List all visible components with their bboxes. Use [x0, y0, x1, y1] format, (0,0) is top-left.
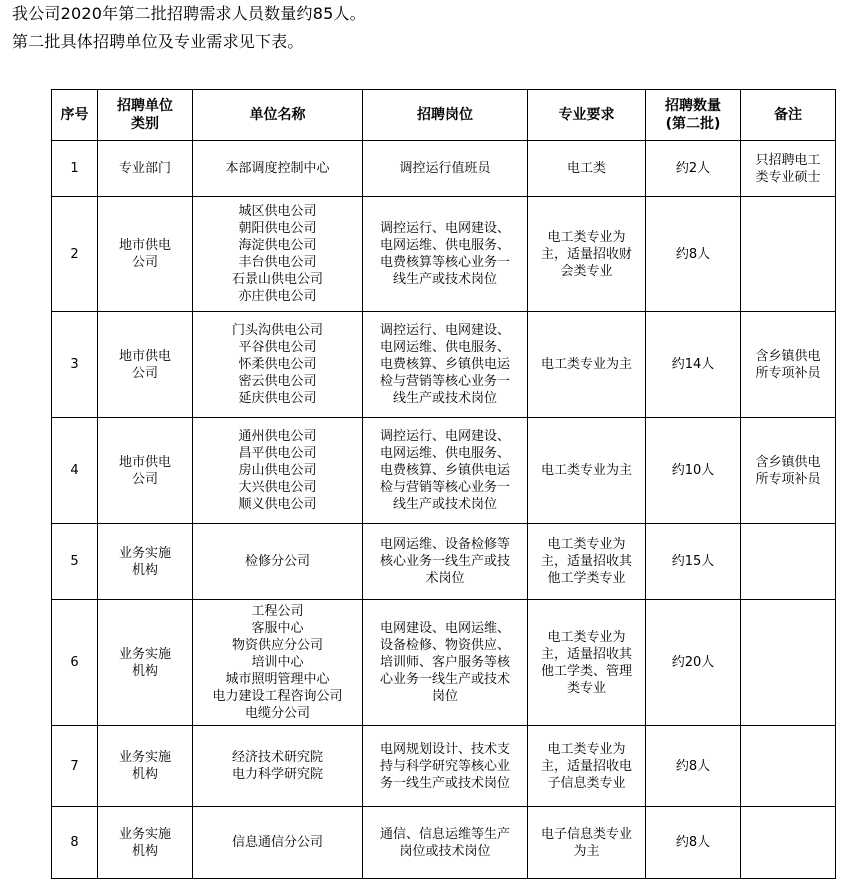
cell-category-line: 公司: [131, 255, 158, 270]
cell-category: [98, 807, 193, 879]
cell-unit-name: [193, 418, 363, 524]
cell-category: [98, 312, 193, 418]
cell-position-line: 电网运维、设备检修等: [379, 537, 510, 552]
cell-major-line: 电工类: [566, 161, 606, 176]
cell-category-line: 业务实施: [118, 826, 171, 842]
cell-category-line: 业务实施: [118, 646, 171, 662]
cell-major-line: 类专业: [566, 680, 606, 696]
cell-note: [741, 807, 836, 879]
cell-index: 6: [52, 600, 98, 726]
cell-position: [363, 141, 528, 197]
cell-major-line: 电工类专业为: [547, 537, 626, 552]
column-header-category-line1: 招聘单位: [117, 98, 173, 114]
cell-category-line: 机构: [131, 663, 158, 679]
cell-major: [528, 197, 646, 312]
cell-unit-name: [193, 312, 363, 418]
cell-note-line: 含乡镇供电: [755, 454, 821, 470]
cell-position-line: 务一线生产或技术岗位: [379, 775, 510, 791]
column-header-index: 序号: [52, 90, 98, 141]
cell-position-line: 调控运行、电网建设、: [379, 429, 510, 444]
cell-index: 2: [52, 197, 98, 312]
cell-major-line: 会类专业: [560, 263, 613, 279]
cell-position-line: 岗位或技术岗位: [399, 843, 491, 859]
table-row: [52, 141, 836, 197]
column-header-count-line2: (第二批): [665, 116, 721, 132]
cell-category-line: 机构: [131, 843, 158, 859]
cell-unit-name: [193, 141, 363, 197]
cell-note-line: 所专项补员: [755, 365, 821, 381]
cell-position-line: 术岗位: [425, 571, 465, 586]
cell-major-line: 主，适量招收财: [540, 246, 632, 262]
cell-unit-name: [193, 197, 363, 312]
cell-position-line: 电网运维、供电服务、: [379, 238, 510, 253]
cell-unit-name: [193, 600, 363, 726]
cell-position-line: 核心业务一线生产或技: [379, 554, 510, 569]
cell-unit-name-line: 检修分公司: [244, 554, 310, 569]
cell-category-line: 业务实施: [118, 750, 171, 765]
cell-position: [363, 312, 528, 418]
table-row: [52, 197, 836, 312]
cell-position: [363, 197, 528, 312]
intro-line-2: 第二批具体招聘单位及专业需求见下表。: [12, 32, 304, 51]
cell-unit-name-line: 延庆供电公司: [238, 391, 317, 406]
cell-note: [741, 312, 836, 418]
cell-index: 4: [52, 418, 98, 524]
intro-line-1: 我公司2020年第二批招聘需求人员数量约85人。: [12, 4, 366, 23]
cell-major-line: 子信息类专业: [547, 775, 626, 791]
cell-position-line: 培训师、客户服务等核: [379, 655, 510, 670]
table-header: [52, 90, 836, 141]
cell-note-line: 含乡镇供电: [755, 348, 821, 364]
cell-position: [363, 807, 528, 879]
cell-note: [741, 418, 836, 524]
cell-unit-name-line: 门头沟供电公司: [231, 323, 323, 338]
cell-position: [363, 600, 528, 726]
cell-position: [363, 524, 528, 600]
cell-index: 7: [52, 726, 98, 807]
cell-index: 3: [52, 312, 98, 418]
cell-major-line: 电工类专业为: [547, 229, 626, 245]
cell-note-line: 所专项补员: [755, 471, 821, 487]
cell-major-line: 电工类专业为: [547, 741, 626, 757]
cell-category: [98, 197, 193, 312]
cell-count: 约8人: [646, 807, 741, 879]
cell-unit-name-line: 平谷供电公司: [238, 340, 317, 355]
cell-unit-name-line: 昌平供电公司: [238, 446, 317, 461]
cell-category-line: 机构: [131, 562, 158, 578]
cell-category-line: 地市供电: [118, 348, 171, 364]
cell-position-line: 调控运行、电网建设、: [379, 323, 510, 338]
cell-major-line: 他工学类专业: [547, 571, 626, 586]
cell-major-line: 电工类专业为: [547, 629, 626, 645]
cell-category: [98, 600, 193, 726]
cell-note: [741, 197, 836, 312]
recruitment-demand-table: [51, 89, 836, 879]
cell-unit-name-line: 电力建设工程咨询公司: [212, 689, 343, 704]
cell-count: 约20人: [646, 600, 741, 726]
cell-major-line: 为主: [573, 843, 600, 859]
cell-unit-name-line: 房山供电公司: [238, 463, 317, 478]
cell-unit-name-line: 密云供电公司: [238, 374, 317, 389]
cell-major-line: 主，适量招收其: [540, 554, 632, 569]
table-row: [52, 600, 836, 726]
cell-note: [741, 726, 836, 807]
cell-category: [98, 524, 193, 600]
cell-major-line: 电子信息类专业: [540, 826, 632, 842]
cell-unit-name-line: 朝阳供电公司: [238, 221, 317, 236]
table-row: [52, 726, 836, 807]
cell-count: 约8人: [646, 726, 741, 807]
cell-position-line: 心业务一线生产或技术: [379, 672, 510, 687]
cell-unit-name: [193, 807, 363, 879]
cell-count: 约8人: [646, 197, 741, 312]
cell-position-line: 线生产或技术岗位: [392, 272, 497, 287]
cell-position-line: 检与营销等核心业务一: [379, 480, 510, 495]
cell-unit-name-line: 城区供电公司: [238, 204, 317, 219]
column-header-count-line1: 招聘数量: [665, 98, 721, 114]
cell-position-line: 通信、信息运维等生产: [379, 826, 510, 842]
cell-position-line: 调控运行值班员: [399, 161, 491, 176]
column-header-note: 备注: [741, 90, 836, 141]
cell-unit-name-line: 本部调度控制中心: [225, 161, 330, 176]
cell-position: [363, 726, 528, 807]
column-header-unit-name: 单位名称: [193, 90, 363, 141]
cell-category: [98, 418, 193, 524]
cell-position-line: 线生产或技术岗位: [392, 497, 497, 512]
intro-paragraphs: [12, 0, 848, 56]
cell-major: [528, 312, 646, 418]
column-header-category: [98, 90, 193, 141]
cell-major-line: 他工学类、管理: [540, 663, 632, 679]
cell-position-line: 电网规划设计、技术支: [379, 741, 510, 757]
table-body: [52, 141, 836, 879]
cell-unit-name-line: 工程公司: [251, 604, 304, 619]
cell-position-line: 持与科学研究等核心业: [379, 758, 510, 774]
cell-unit-name-line: 大兴供电公司: [238, 480, 317, 495]
table-row: [52, 807, 836, 879]
cell-category-line: 业务实施: [118, 545, 171, 561]
cell-position-line: 检与营销等核心业务一: [379, 374, 510, 389]
column-header-count: [646, 90, 741, 141]
cell-major: [528, 807, 646, 879]
cell-category: [98, 726, 193, 807]
cell-position-line: 线生产或技术岗位: [392, 391, 497, 406]
cell-note-line: 类专业硕士: [755, 169, 821, 185]
table-header-row: [52, 90, 836, 141]
cell-index: 5: [52, 524, 98, 600]
cell-major: [528, 726, 646, 807]
cell-major-line: 电工类专业为主: [540, 463, 632, 478]
cell-index: 8: [52, 807, 98, 879]
cell-unit-name: [193, 726, 363, 807]
cell-category-line: 专业部门: [118, 161, 171, 176]
cell-count: 约15人: [646, 524, 741, 600]
cell-position-line: 调控运行、电网建设、: [379, 221, 510, 236]
cell-position-line: 设备检修、物资供应、: [379, 638, 510, 653]
cell-category-line: 地市供电: [118, 238, 171, 253]
cell-major: [528, 524, 646, 600]
cell-unit-name-line: 电缆分公司: [244, 706, 310, 721]
cell-major-line: 主，适量招收电: [540, 758, 632, 774]
cell-count: 约14人: [646, 312, 741, 418]
recruitment-table-container: [51, 89, 835, 879]
cell-category-line: 地市供电: [118, 454, 171, 470]
cell-note: [741, 141, 836, 197]
cell-position-line: 电费核算等核心业务一: [379, 255, 510, 270]
cell-unit-name-line: 海淀供电公司: [238, 238, 317, 253]
cell-unit-name-line: 顺义供电公司: [238, 497, 317, 512]
cell-count: 约10人: [646, 418, 741, 524]
cell-category-line: 机构: [131, 767, 158, 782]
cell-note: [741, 524, 836, 600]
column-header-position: 招聘岗位: [363, 90, 528, 141]
cell-unit-name-line: 石景山供电公司: [231, 272, 323, 287]
cell-note: [741, 600, 836, 726]
cell-position-line: 电费核算、乡镇供电运: [379, 357, 510, 372]
table-row: [52, 524, 836, 600]
cell-unit-name-line: 城市照明管理中心: [225, 672, 330, 687]
cell-major-line: 电工类专业为主: [540, 357, 632, 372]
cell-major: [528, 418, 646, 524]
cell-unit-name-line: 培训中心: [251, 655, 304, 670]
cell-unit-name-line: 通州供电公司: [238, 429, 317, 444]
cell-category: [98, 141, 193, 197]
cell-index: 1: [52, 141, 98, 197]
cell-unit-name-line: 怀柔供电公司: [238, 357, 317, 372]
cell-note-line: 只招聘电工: [755, 152, 821, 168]
table-row: [52, 418, 836, 524]
cell-unit-name-line: 电力科学研究院: [231, 767, 323, 782]
cell-category-line: 公司: [131, 365, 158, 381]
cell-position-line: 电网建设、电网运维、: [379, 621, 510, 636]
cell-position-line: 电费核算、乡镇供电运: [379, 463, 510, 478]
cell-category-line: 公司: [131, 471, 158, 487]
cell-unit-name-line: 亦庄供电公司: [238, 289, 317, 304]
cell-unit-name-line: 物资供应分公司: [231, 638, 323, 653]
cell-position-line: 岗位: [431, 689, 458, 704]
cell-unit-name-line: 丰台供电公司: [238, 255, 317, 270]
cell-position: [363, 418, 528, 524]
cell-major: [528, 141, 646, 197]
cell-unit-name-line: 信息通信分公司: [231, 835, 323, 850]
cell-unit-name-line: 客服中心: [251, 621, 304, 636]
column-header-major: 专业要求: [528, 90, 646, 141]
cell-major: [528, 600, 646, 726]
cell-unit-name-line: 经济技术研究院: [231, 750, 323, 765]
table-row: [52, 312, 836, 418]
cell-position-line: 电网运维、供电服务、: [379, 446, 510, 461]
column-header-category-line2: 类别: [131, 116, 159, 132]
cell-count: 约2人: [646, 141, 741, 197]
cell-unit-name: [193, 524, 363, 600]
cell-position-line: 电网运维、供电服务、: [379, 340, 510, 355]
cell-major-line: 主，适量招收其: [540, 646, 632, 662]
